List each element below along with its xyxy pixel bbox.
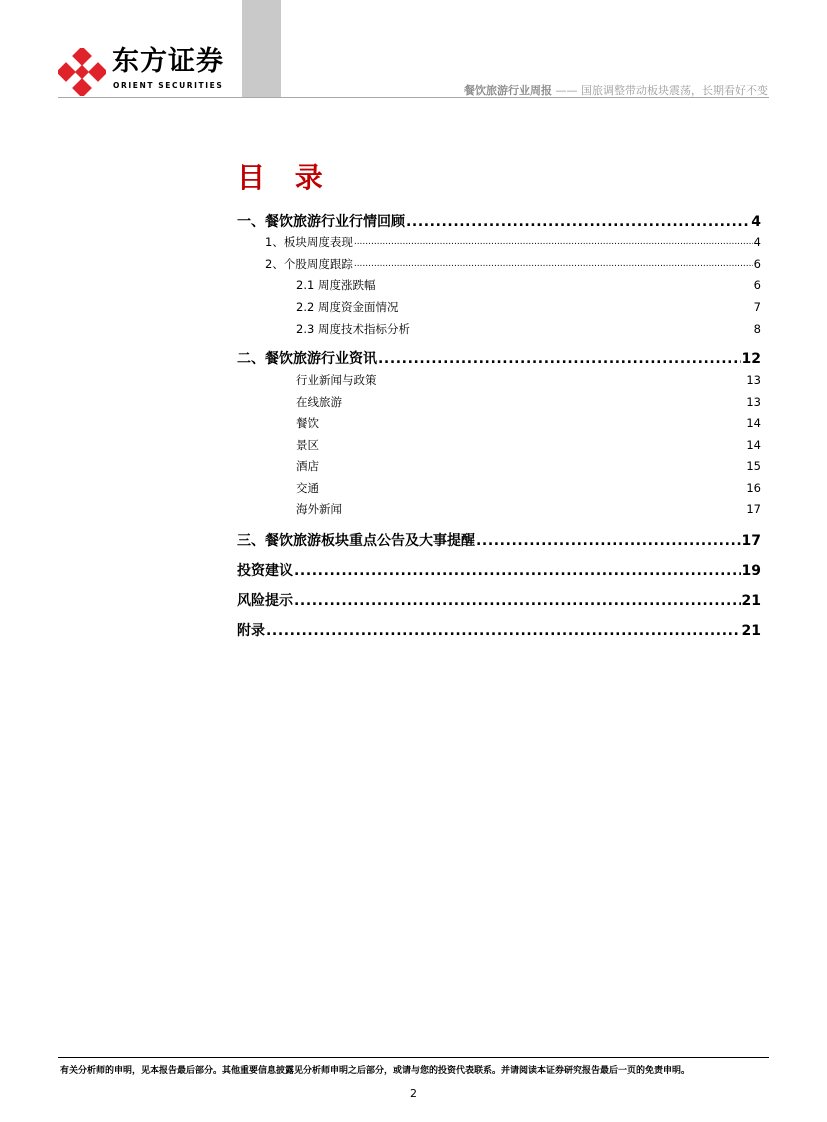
company-logo xyxy=(58,46,223,96)
toc-leader-dots xyxy=(266,622,741,640)
toc-entry-label: 2.2 周度资金面情况 xyxy=(296,300,399,314)
toc-entry-label: 三、餐饮旅游板块重点公告及大事提醒 xyxy=(237,533,475,549)
toc-entry-label: 投资建议 xyxy=(237,563,293,579)
page-number: 2 xyxy=(410,1087,417,1100)
toc-entry-2-3[interactable] xyxy=(296,322,761,337)
toc-entry-page: 6 xyxy=(753,257,761,271)
toc-entry-1-2[interactable] xyxy=(265,257,761,272)
toc-entry-section-3[interactable] xyxy=(237,532,761,550)
toc-leader-dots xyxy=(354,257,753,272)
toc-entry-page: 17 xyxy=(746,502,761,516)
toc-entry-label: 餐饮 xyxy=(296,416,319,430)
report-name: 餐饮旅游行业周报 xyxy=(464,84,552,97)
toc-entry-news-policy[interactable] xyxy=(296,373,761,388)
toc-entry-hotel[interactable] xyxy=(296,459,761,474)
toc-entry-label: 二、餐饮旅游行业资讯 xyxy=(237,351,377,367)
toc-entry-label: 2、个股周度跟踪 xyxy=(265,257,353,271)
toc-entry-page: 8 xyxy=(753,322,761,336)
toc-entry-page: 13 xyxy=(746,373,761,387)
toc-entry-label: 附录 xyxy=(237,623,265,639)
toc-entry-page: 4 xyxy=(753,235,761,249)
toc-entry-label: 风险提示 xyxy=(237,593,293,609)
toc-leader-dots xyxy=(378,350,741,368)
toc-entry-overseas-news[interactable] xyxy=(296,502,761,517)
toc-entry-label: 一、餐饮旅游行业行情回顾 xyxy=(237,214,405,230)
toc-entry-appendix[interactable] xyxy=(237,622,761,640)
toc-entry-page: 21 xyxy=(741,593,761,609)
footer-disclaimer: 有关分析师的申明，见本报告最后部分。其他重要信息披露见分析师申明之后部分，或请与您的投资代表联系。并请阅读本证券研究报告最后一页的免责申明。 xyxy=(60,1066,691,1076)
report-header-title xyxy=(464,82,768,98)
toc-entry-page: 7 xyxy=(753,300,761,314)
toc-entry-2-2[interactable] xyxy=(296,300,761,315)
report-subtitle: —— 国旅调整带动板块震荡，长期看好不变 xyxy=(552,84,768,97)
toc-entry-label: 交通 xyxy=(296,481,319,495)
logo-chinese-name: 东方证券 xyxy=(112,46,224,77)
toc-entry-transport[interactable] xyxy=(296,481,761,496)
toc-leader-dots xyxy=(476,532,741,550)
logo-english-name: ORIENT SECURITIES xyxy=(113,81,224,90)
toc-leader-dots xyxy=(294,562,741,580)
footer-divider xyxy=(58,1057,769,1058)
toc-entry-label: 景区 xyxy=(296,438,319,452)
toc-entry-1-1[interactable] xyxy=(265,235,761,250)
toc-entry-page: 16 xyxy=(746,481,761,495)
toc-entry-page: 4 xyxy=(751,214,761,230)
toc-entry-label: 在线旅游 xyxy=(296,395,342,409)
header-divider xyxy=(58,97,769,98)
toc-leader-dots xyxy=(406,213,750,231)
orient-logo-icon xyxy=(58,48,106,96)
toc-entry-page: 6 xyxy=(753,278,761,292)
header-gray-bar xyxy=(242,0,281,97)
toc-entry-page: 14 xyxy=(746,438,761,452)
toc-entry-page: 15 xyxy=(746,459,761,473)
toc-entry-page: 14 xyxy=(746,416,761,430)
toc-title: 目 录 xyxy=(237,161,333,194)
toc-entry-label: 2.3 周度技术指标分析 xyxy=(296,322,410,336)
toc-entry-label: 行业新闻与政策 xyxy=(296,373,377,387)
toc-entry-page: 12 xyxy=(741,351,761,367)
toc-entry-label: 1、板块周度表现 xyxy=(265,235,353,249)
toc-entry-section-1[interactable] xyxy=(237,213,761,231)
toc-entry-label: 海外新闻 xyxy=(296,502,342,516)
toc-entry-label: 2.1 周度涨跌幅 xyxy=(296,278,376,292)
toc-entry-section-2[interactable] xyxy=(237,350,761,368)
toc-entry-2-1[interactable] xyxy=(296,278,761,293)
toc-entry-page: 19 xyxy=(741,563,761,579)
toc-entry-page: 13 xyxy=(746,395,761,409)
toc-leader-dots xyxy=(294,592,741,610)
toc-entry-catering[interactable] xyxy=(296,416,761,431)
toc-entry-page: 17 xyxy=(741,533,761,549)
toc-entry-online-travel[interactable] xyxy=(296,395,761,410)
toc-entry-risk-warning[interactable] xyxy=(237,592,761,610)
toc-entry-label: 酒店 xyxy=(296,459,319,473)
toc-entry-page: 21 xyxy=(741,623,761,639)
toc-entry-scenic[interactable] xyxy=(296,438,761,453)
toc-leader-dots xyxy=(354,235,753,250)
toc-entry-investment-advice[interactable] xyxy=(237,562,761,580)
